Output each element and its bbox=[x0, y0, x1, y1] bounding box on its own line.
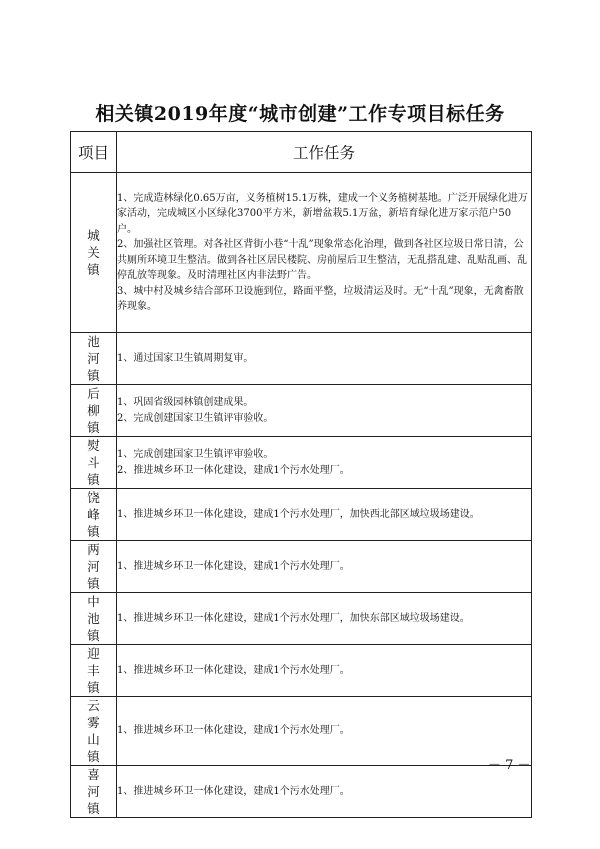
town-name-char: 关 bbox=[87, 245, 100, 260]
town-name-char: 迎 bbox=[87, 646, 100, 661]
town-name-char: 城 bbox=[87, 228, 100, 243]
header-tasks: 工作任务 bbox=[117, 132, 532, 173]
table-row bbox=[71, 593, 532, 645]
town-name-char: 镇 bbox=[87, 628, 100, 643]
town-name-char: 两 bbox=[87, 542, 100, 557]
town-name-char: 山 bbox=[87, 732, 100, 747]
town-name bbox=[71, 645, 117, 697]
town-name-char: 镇 bbox=[87, 420, 100, 435]
task-item: 1、推进城乡环卫一体化建设，建成1个污水处理厂，加快东部区域垃圾场建设。 bbox=[117, 612, 470, 624]
town-name-char: 柳 bbox=[87, 403, 100, 418]
town-name-char: 镇 bbox=[87, 368, 100, 383]
town-name-char: 熨 bbox=[87, 438, 100, 453]
table-row bbox=[71, 489, 532, 541]
task-item: 1、推进城乡环卫一体化建设，建成1个污水处理厂。 bbox=[117, 785, 350, 797]
town-name-char: 云 bbox=[87, 698, 100, 713]
header-project: 项目 bbox=[71, 132, 117, 173]
document-title: 相关镇2019年度“城市创建”工作专项目标任务 bbox=[95, 103, 505, 125]
town-name bbox=[71, 697, 117, 766]
town-name-char: 镇 bbox=[87, 262, 100, 277]
task-cell bbox=[117, 697, 532, 766]
town-name-char: 中 bbox=[87, 594, 100, 609]
task-item: 3、城中村及城乡结合部环卫设施到位，路面平整，垃圾清运及时。无“十乱”现象，无禽畜散养现象。 bbox=[117, 285, 524, 312]
town-name-char: 河 bbox=[87, 351, 100, 366]
town-name-char: 饶 bbox=[87, 490, 100, 505]
task-item: 1、巩固省级园林镇创建成果。 bbox=[117, 397, 254, 408]
town-name-char: 镇 bbox=[87, 576, 100, 591]
task-cell bbox=[117, 173, 532, 333]
task-item: 1、推进城乡环卫一体化建设，建成1个污水处理厂，加快西北部区域垃圾场建设。 bbox=[117, 508, 480, 520]
town-name-char: 雾 bbox=[87, 715, 100, 730]
task-cell bbox=[117, 437, 532, 489]
table-row bbox=[71, 437, 532, 489]
task-cell bbox=[117, 645, 532, 697]
town-name-char: 河 bbox=[87, 559, 100, 574]
town-name-char: 斗 bbox=[87, 455, 100, 470]
table-row bbox=[71, 766, 532, 818]
town-name-char: 丰 bbox=[87, 663, 100, 678]
task-cell bbox=[117, 541, 532, 593]
town-name bbox=[71, 489, 117, 541]
town-name bbox=[71, 385, 117, 437]
town-name-char: 镇 bbox=[87, 524, 100, 539]
task-item: 1、推进城乡环卫一体化建设，建成1个污水处理厂。 bbox=[117, 560, 350, 572]
table-row bbox=[71, 385, 532, 437]
town-name bbox=[71, 437, 117, 489]
table-row bbox=[71, 333, 532, 385]
task-item: 1、完成造林绿化0.65万亩，义务植树15.1万株，建成一个义务植树基地。广泛开展绿化进万家活动，完成城区小区绿化3700平方米，新增盆栽5.1万盆，新培育绿化进万家示范户50户。 bbox=[117, 192, 528, 235]
town-name bbox=[71, 333, 117, 385]
task-cell bbox=[117, 489, 532, 541]
page-number: － 7 － bbox=[488, 758, 531, 773]
task-item: 1、通过国家卫生镇周期复审。 bbox=[117, 352, 254, 364]
town-name-char: 喜 bbox=[87, 767, 100, 782]
task-item: 1、推进城乡环卫一体化建设，建成1个污水处理厂。 bbox=[117, 664, 350, 676]
task-table bbox=[70, 131, 532, 818]
town-name-char: 镇 bbox=[87, 801, 100, 816]
table-row bbox=[71, 645, 532, 697]
town-name-char: 镇 bbox=[87, 680, 100, 695]
task-cell bbox=[117, 333, 532, 385]
task-cell bbox=[117, 766, 532, 818]
task-item: 2、完成创建国家卫生镇评审验收。 bbox=[117, 412, 274, 424]
table-row bbox=[71, 541, 532, 593]
town-name-char: 峰 bbox=[87, 507, 100, 522]
town-name bbox=[71, 593, 117, 645]
town-name-char: 镇 bbox=[87, 472, 100, 487]
town-name-char: 池 bbox=[87, 334, 100, 349]
table-row bbox=[71, 173, 532, 333]
town-name-char: 后 bbox=[87, 386, 100, 401]
table-header-row bbox=[71, 132, 532, 173]
town-name bbox=[71, 173, 117, 333]
task-cell bbox=[117, 385, 532, 437]
town-name-char: 河 bbox=[87, 784, 100, 799]
town-name bbox=[71, 766, 117, 818]
table-row bbox=[71, 697, 532, 766]
task-cell bbox=[117, 593, 532, 645]
task-item: 1、完成创建国家卫生镇评审验收。 bbox=[117, 449, 274, 460]
town-name-char: 镇 bbox=[87, 749, 100, 764]
task-item: 2、推进城乡环卫一体化建设，建成1个污水处理厂。 bbox=[117, 464, 350, 476]
town-name-char: 池 bbox=[87, 611, 100, 626]
town-name bbox=[71, 541, 117, 593]
task-item: 1、推进城乡环卫一体化建设，建成1个污水处理厂。 bbox=[117, 725, 350, 737]
task-item: 2、加强社区管理。对各社区背街小巷“十乱”现象常态化治理，做到各社区垃圾日常日清，公共厕所环境卫生整洁。做到各社区居民楼院、房前屋后卫生整洁，无乱搭乱建、乱贴乱画、乱停乱放等现象。及时清理社区内非法野广告。 bbox=[117, 239, 527, 281]
